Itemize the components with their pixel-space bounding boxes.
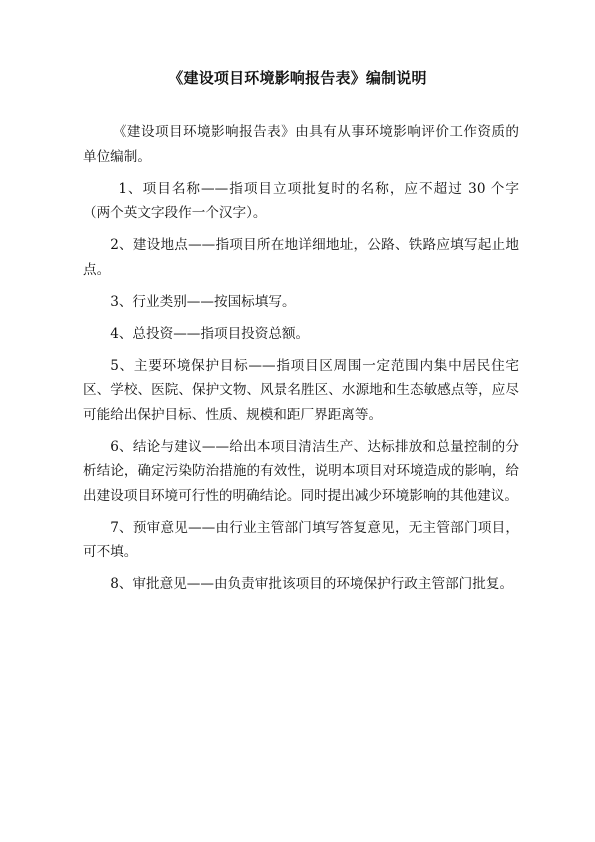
document-body — [83, 120, 519, 604]
item-preliminary-review: 7、预审意见——由行业主管部门填写答复意见，无主管部门项目，可不填。 — [83, 519, 519, 560]
item-total-investment: 4、总投资——指项目投资总额。 — [110, 325, 310, 342]
item-project-name: 1、项目名称——指项目立项批复时的名称，应不超过 30 个字（两个英文字段作一个汉字）。 — [83, 180, 519, 221]
item-conclusions: 6、结论与建议——给出本项目清洁生产、达标排放和总量控制的分析结论，确定污染防治措施的有效性，说明本项目对环境造成的影响，给出建设项目环境可行性的明确结论。同时提出减少环境影响的其他建议。 — [83, 438, 519, 504]
intro-paragraph: 《建设项目环境影响报告表》由具有从事环境影响评价工作资质的单位编制。 — [83, 124, 519, 165]
item-industry-category: 3、行业类别——按国标填写。 — [110, 293, 296, 310]
item-construction-location: 2、建设地点——指项目所在地详细地址，公路、铁路应填写起止地点。 — [83, 237, 519, 278]
page-title: 《建设项目环境影响报告表》编制说明 — [168, 69, 427, 87]
item-approval-opinion: 8、审批意见——由负责审批该项目的环境保护行政主管部门批复。 — [110, 576, 514, 592]
item-protection-targets: 5、主要环境保护目标——指项目区周围一定范围内集中居民住宅区、学校、医院、保护文物、风景名胜区、水源地和生态敏感点等，应尽可能给出保护目标、性质、规模和距厂界距离等。 — [83, 357, 519, 423]
